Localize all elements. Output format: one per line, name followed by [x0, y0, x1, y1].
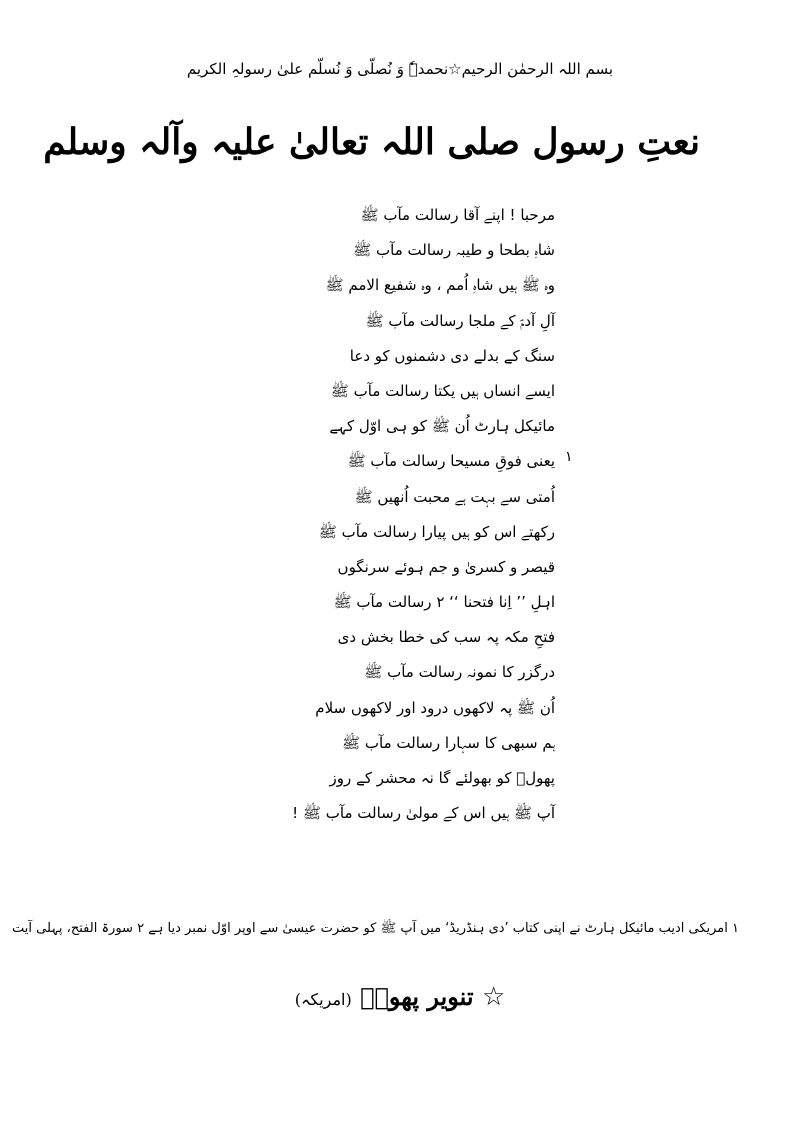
- star-icon: ☆: [481, 982, 506, 1012]
- poem-line: سنگ کے بدلے دی دشمنوں کو دعا: [349, 346, 555, 365]
- author-location: (امریکہ): [294, 990, 352, 1009]
- poem-line: اہلِ ’’ اِنا فتحنا ‘‘ ۲ رسالت مآب ﷺ: [333, 593, 555, 612]
- footnote-marker: ۱: [565, 449, 573, 465]
- poem-line: وہ ﷺ ہیں شاہِ اُمم ، وہ شفیع الامم ﷺ: [325, 276, 555, 295]
- poem-line: فتحِ مکہ پہ سب کی خطا بخش دی: [337, 628, 555, 647]
- poem-line: رکھتے اس کو ہیں پیارا رسالت مآب ﷺ: [318, 522, 555, 541]
- poem-line: آلِ آدمؑ کے ملجا رسالت مآب ﷺ: [365, 311, 555, 330]
- poem: [250, 198, 555, 831]
- poem-line: یعنی فوقِ مسیحا رسالت مآب ﷺ: [347, 452, 555, 471]
- poem-line: قیصر و کسریٰ و جم ہوئے سرنگوں: [337, 557, 555, 576]
- poem-line: اُمتی سے بہت ہے محبت اُنھیں ﷺ: [354, 487, 555, 506]
- author-name: تنویر پھولؔ: [360, 982, 474, 1011]
- footnote: ۱ امریکی ادیب مائیکل ہارٹ نے اپنی کتاب ’دی ہنڈریڈ‘ میں آپ ﷺ کو حضرت عیسیٰ سے اوپر اوّل نمبر دیا ہے ۲ سورۃ الفتح، پہلی آیت: [12, 921, 739, 936]
- poem-line: پھولؔ کو بھولئے گا نہ محشر کے روز: [329, 769, 555, 787]
- bismillah-line: بسم اللہ الرحمٰن الرحیم☆نحمدہٗ وَ نُصلّی وَ نُسلّم علیٰ رسولہِ الکریم: [186, 60, 614, 78]
- poem-line: ایسے انساں ہیں یکتا رسالت مآب ﷺ: [330, 381, 555, 400]
- poem-line: درگزر کا نمونہ رسالت مآب ﷺ: [364, 663, 555, 682]
- poem-line: ہم سبھی کا سہارا رسالت مآب ﷺ: [342, 733, 555, 752]
- author-signature: [250, 970, 550, 1027]
- poem-line: شاہِ بطحا و طیبہ رسالت مآب ﷺ: [353, 241, 555, 260]
- poem-line: آپ ﷺ ہیں اس کے مولیٰ رسالت مآب ﷺ !: [292, 804, 555, 823]
- poem-line: اُن ﷺ پہ لاکھوں درود اور لاکھوں سلام: [315, 698, 555, 717]
- poem-line: مائیکل ہارٹ اُن ﷺ کو ہی اوّل کہے: [329, 417, 555, 436]
- poem-line: مرحبا ! اپنے آقا رسالت مآب ﷺ: [360, 206, 555, 224]
- page-title: نعتِ رسول صلی اللہ تعالیٰ علیہ وآلہ وسلم: [43, 121, 700, 163]
